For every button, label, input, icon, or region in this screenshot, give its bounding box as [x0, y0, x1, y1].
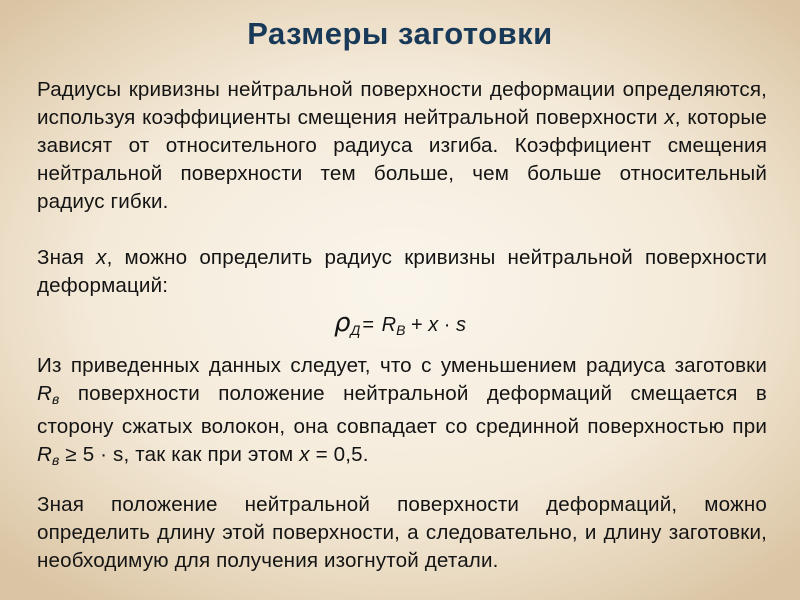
formula-rho: ρ	[334, 308, 351, 338]
p3-r1-sub: в	[52, 391, 60, 407]
p3-r1: R	[37, 382, 53, 405]
formula-dot: ·	[438, 314, 456, 336]
formula-r-sub: В	[396, 322, 406, 338]
formula-s: s	[456, 314, 466, 336]
formula-x: x	[428, 314, 439, 336]
p2-text-a: Зная	[37, 246, 97, 269]
formula-plus: +	[405, 314, 429, 336]
paragraph-blank-length: Зная положение нейтральной поверхности деформаций, можно определить длину этой поверхности, а следовательно, и длину заготовки, необходимую для получения изогнутой детали.	[37, 493, 767, 572]
p3-text-c: ≥ 5 · s, так как при этом	[59, 443, 300, 466]
p3-x: x	[299, 443, 310, 466]
p3-r2-sub: в	[52, 452, 60, 468]
paragraph-conclusion	[37, 352, 767, 474]
formula-equals: =	[362, 314, 380, 336]
p3-r2: R	[37, 443, 53, 466]
paragraph-knowing-x	[37, 244, 767, 300]
p2-var-x: x	[96, 246, 107, 269]
formula-neutral-radius	[0, 308, 800, 338]
slide-title: Размеры заготовки	[247, 16, 553, 51]
p1-text-a: Радиусы кривизны нейтральной поверхности деформации определяются, используя коэффициенты смещения нейтральной поверхности	[37, 78, 767, 129]
p2-text-b: , можно определить радиус кривизны нейтральной поверхности деформаций:	[37, 246, 767, 297]
p3-text-a: Из приведенных данных следует, что с уменьшением радиуса заготовки	[37, 354, 767, 377]
p1-var-x: x	[664, 106, 675, 129]
formula-rho-sub: Д	[350, 322, 361, 338]
paragraph-curvature-radii	[37, 76, 767, 216]
p1-text-b: , которые зависят от относительного радиуса изгиба. Коэффициент смещения нейтральной поверхности тем больше, чем больше относительный радиус гибки.	[37, 106, 767, 213]
formula-r: R	[381, 314, 397, 336]
p3-text-b: поверхности положение нейтральной деформаций смещается в сторону сжатых волокон, она совпадает со срединной поверхностью при	[37, 382, 767, 438]
p3-text-d: = 0,5.	[309, 443, 369, 466]
